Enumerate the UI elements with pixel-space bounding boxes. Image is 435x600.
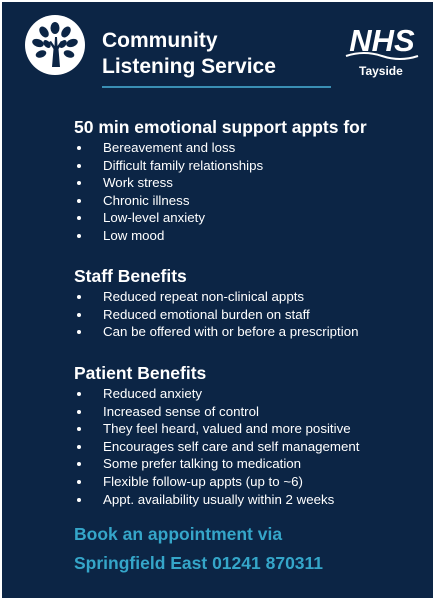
nhs-mark-text: NHS xyxy=(349,23,415,58)
poster xyxy=(2,2,433,598)
cta-line1: Book an appointment via xyxy=(74,524,283,544)
list-item-text: Encourages self care and self management xyxy=(103,438,360,454)
list-item-text: Chronic illness xyxy=(103,192,190,208)
list-item xyxy=(2,420,360,438)
bullet-icon xyxy=(77,410,81,414)
list-item-text: Can be offered with or before a prescription xyxy=(103,324,359,340)
list-item xyxy=(2,491,360,509)
bullet-icon xyxy=(77,498,81,502)
list-item xyxy=(2,227,367,245)
bullet-icon xyxy=(77,295,81,299)
list-item xyxy=(2,288,359,306)
bullet-icon xyxy=(77,445,81,449)
list-item-text: Increased sense of control xyxy=(103,403,259,419)
list-item-text: Reduced repeat non-clinical appts xyxy=(103,289,305,304)
list-item xyxy=(2,455,360,473)
section-heading: Patient Benefits xyxy=(74,363,207,383)
list-item-text: Appt. availability usually within 2 weeks xyxy=(103,491,335,507)
nhs-logo xyxy=(344,22,420,67)
bullet-list xyxy=(2,288,359,341)
list-item-text: Low-level anxiety xyxy=(103,210,205,226)
list-item-text: Work stress xyxy=(103,175,173,191)
bullet-list xyxy=(2,139,367,245)
bullet-icon xyxy=(77,427,81,431)
list-item xyxy=(2,473,360,491)
bullet-icon xyxy=(77,313,81,317)
bullet-icon xyxy=(77,392,81,396)
bullet-icon xyxy=(77,199,81,203)
list-item xyxy=(2,157,367,175)
list-item xyxy=(2,306,359,324)
tree-logo-icon xyxy=(25,15,85,75)
cta-phone-line: Springfield East 01241 870311 xyxy=(74,553,324,573)
list-item-text: Some prefer talking to medication xyxy=(103,456,302,472)
list-item-text: Low mood xyxy=(103,227,165,243)
bullet-icon xyxy=(77,480,81,484)
list-item xyxy=(2,192,367,210)
bullet-icon xyxy=(77,146,81,150)
list-item-text: They feel heard, valued and more positive xyxy=(103,421,351,437)
list-item xyxy=(2,438,360,456)
title-divider xyxy=(102,86,331,88)
list-item xyxy=(2,323,359,341)
service-title-line2: Listening Service xyxy=(102,55,276,78)
patient-benefits-section xyxy=(74,362,360,508)
bullet-list xyxy=(2,385,360,508)
bullet-icon xyxy=(77,234,81,238)
service-title xyxy=(102,28,276,80)
list-item xyxy=(2,209,367,227)
bullet-icon xyxy=(77,330,81,334)
section-heading: Staff Benefits xyxy=(74,266,187,286)
list-item-text: Bereavement and loss xyxy=(103,140,236,155)
list-item xyxy=(2,385,360,403)
staff-benefits-section xyxy=(74,265,359,341)
section-heading: 50 min emotional support appts for xyxy=(74,117,367,137)
list-item-text: Reduced anxiety xyxy=(103,386,203,401)
bullet-icon xyxy=(77,181,81,185)
bullet-icon xyxy=(77,164,81,168)
bullet-icon xyxy=(77,462,81,466)
booking-call-to-action xyxy=(74,520,323,578)
list-item xyxy=(2,174,367,192)
nhs-subtitle: Tayside xyxy=(359,64,403,78)
bullet-icon xyxy=(77,216,81,220)
list-item-text: Reduced emotional burden on staff xyxy=(103,306,310,322)
service-title-line1: Community xyxy=(102,29,218,52)
list-item-text: Difficult family relationships xyxy=(103,157,264,173)
list-item xyxy=(2,139,367,157)
list-item-text: Flexible follow-up appts (up to ~6) xyxy=(103,473,303,489)
nhs-wordmark xyxy=(344,22,420,62)
support-section xyxy=(74,116,367,245)
list-item xyxy=(2,403,360,421)
